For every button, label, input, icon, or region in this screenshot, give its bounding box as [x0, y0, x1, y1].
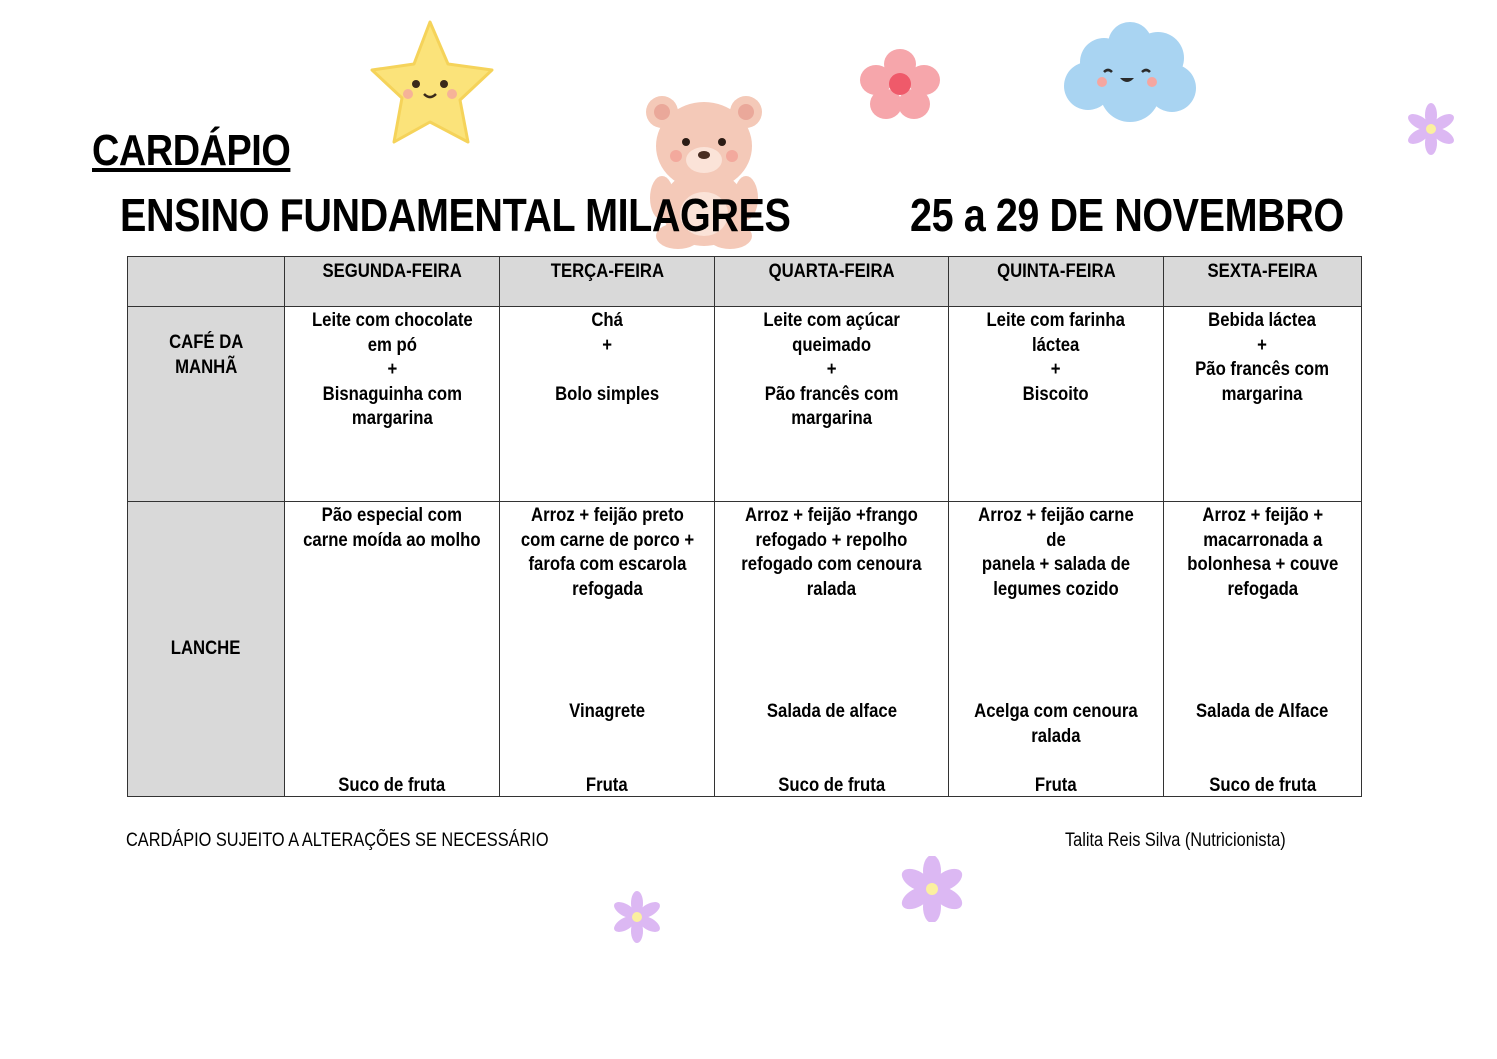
cloud-icon: [1060, 16, 1200, 124]
header-tuesday: TERÇA-FEIRA: [500, 257, 715, 307]
table-header-row: [128, 257, 1362, 307]
lunch-label: LANCHE: [128, 502, 285, 797]
header-thursday: QUINTA-FEIRA: [949, 257, 1164, 307]
lunch-thursday: Arroz + feijão carne de panela + salada de legumes cozido Acelga com cenoura ralada Fruta: [949, 502, 1164, 797]
breakfast-thursday: Leite com farinha láctea + Biscoito: [949, 307, 1164, 502]
date-range: 25 a 29 DE NOVEMBRO: [910, 189, 1344, 241]
breakfast-wednesday: Leite com açúcar queimado + Pão francês com margarina: [715, 307, 949, 502]
lunch-wednesday: Arroz + feijão +frango refogado + repolho refogado com cenoura ralada Salada de alface Suco de fruta: [715, 502, 949, 797]
menu-disclaimer: CARDÁPIO SUJEITO A ALTERAÇÕES SE NECESSÁRIO: [126, 830, 549, 851]
header-monday: SEGUNDA-FEIRA: [285, 257, 500, 307]
lunch-monday: Pão especial com carne moída ao molho Suco de fruta: [285, 502, 500, 797]
header-empty-cell: [128, 257, 285, 307]
flower-icon: [1405, 103, 1457, 155]
lunch-friday: Arroz + feijão + macarronada a bolonhesa + couve refogada Salada de Alface Suco de fruta: [1164, 502, 1362, 797]
breakfast-tuesday: Chá + Bolo simples: [500, 307, 715, 502]
lunch-tuesday: Arroz + feijão preto com carne de porco + farofa com escarola refogada Vinagrete Fruta: [500, 502, 715, 797]
lunch-row: [128, 502, 1362, 797]
header-friday: SEXTA-FEIRA: [1164, 257, 1362, 307]
flower-icon: [610, 890, 664, 944]
page-title: CARDÁPIO: [92, 126, 291, 175]
header-wednesday: QUARTA-FEIRA: [715, 257, 949, 307]
school-name: ENSINO FUNDAMENTAL MILAGRES: [120, 189, 791, 241]
breakfast-friday: Bebida láctea + Pão francês com margarina: [1164, 307, 1362, 502]
breakfast-label: CAFÉ DA MANHÃ: [128, 307, 285, 502]
nutritionist-signature: Talita Reis Silva (Nutricionista): [1065, 830, 1286, 851]
breakfast-row: [128, 307, 1362, 502]
breakfast-monday: Leite com chocolate em pó + Bisnaguinha com margarina: [285, 307, 500, 502]
flower-icon: [856, 48, 944, 120]
star-icon: [368, 18, 498, 146]
menu-table: [127, 256, 1362, 797]
flower-icon: [884, 856, 980, 922]
